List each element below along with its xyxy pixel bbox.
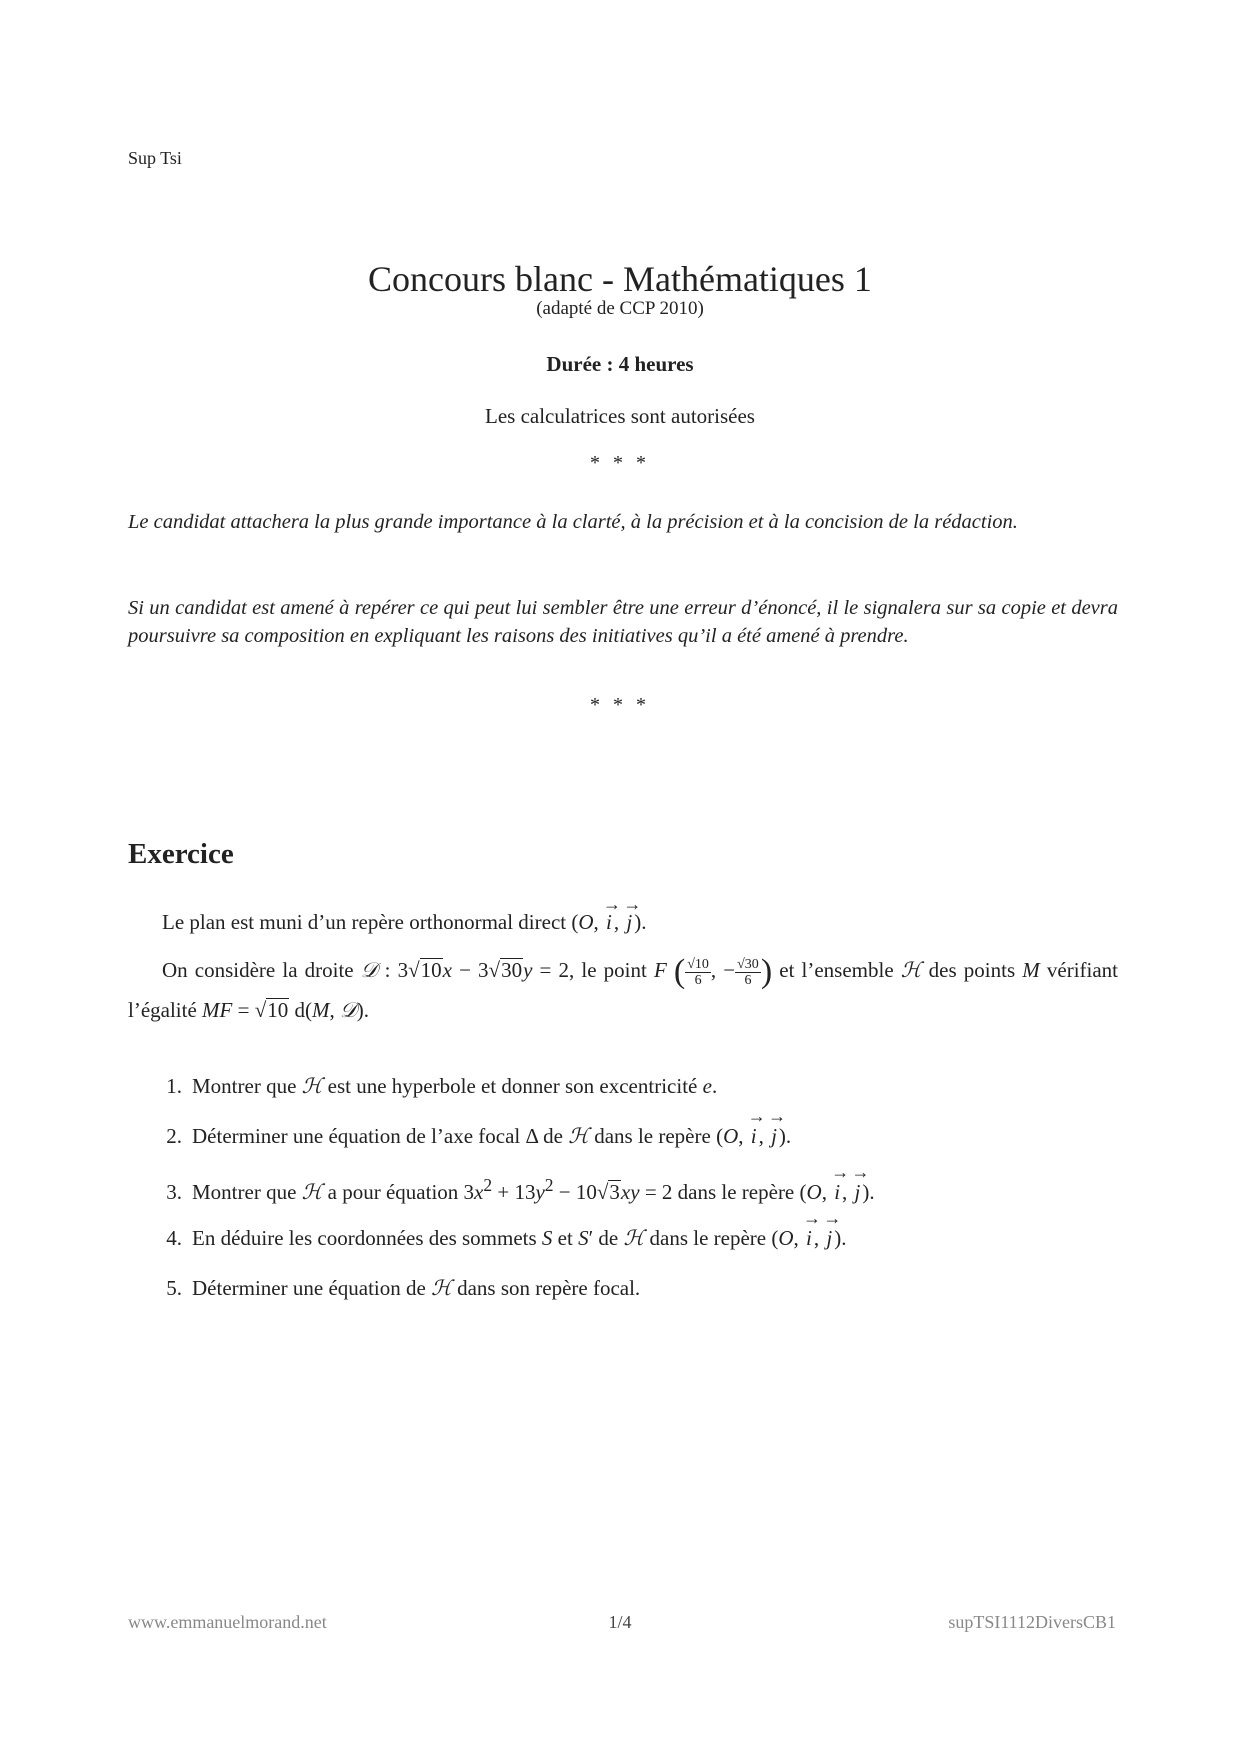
statement-text-2e: vérifiant l’égalité — [128, 958, 1119, 1022]
question-1: 1. Montrer que ℋ est une hyperbole et donner son excentricité e. — [166, 1074, 718, 1098]
frame-formula: (O, → i, → j). — [571, 910, 646, 934]
section-title: Exercice — [128, 838, 234, 870]
intro-paragraph-1: Le candidat attachera la plus grande importance à la clarté, à la précision et à la concision de la rédaction. — [128, 511, 1018, 533]
calculator-notice: Les calculatrices sont autorisées — [485, 404, 755, 428]
statement-text-2a: On considère la droite — [162, 958, 361, 982]
statement-text-2b: , le point — [569, 958, 654, 982]
question-5: 5. Déterminer une équation de ℋ dans son repère focal. — [166, 1276, 641, 1300]
footer-document-id: supTSI1112DiversCB1 — [948, 1612, 1116, 1632]
statement-text-2d: des points — [921, 958, 1023, 982]
statement-line-1 — [128, 907, 1152, 937]
statement-line-2 — [128, 950, 1118, 1030]
footer-website: www.emmanuelmorand.net — [128, 1612, 327, 1632]
intro-paragraph-2: Si un candidat est amené à repérer ce qui peut lui sembler être une erreur d’énoncé, il le signalera sur sa copie et devra poursuivre sa composition en expliquant les raisons des initiatives qu’il a été amené à prendre. — [128, 597, 1118, 647]
separator-top: * * * — [590, 452, 650, 474]
equality-formula: MF = √10 d(M, 𝒟). — [202, 998, 370, 1022]
exam-duration: Durée : 4 heures — [546, 352, 694, 376]
statement-text-2c: et l’ensemble — [772, 958, 901, 982]
question-3: 3. Montrer que ℋ a pour équation $3x^2 + 13y^2 - 10√3xy = 2$ dans le repère (O, → i, → j). — [152, 1175, 1112, 1205]
question-4: 4. En déduire les coordonnées des sommets S et S′ de ℋ dans le repère (O, → i, → j). — [152, 1226, 1112, 1251]
class-label: Sup Tsi — [128, 148, 182, 168]
statement-text-1: Le plan est muni d’un repère orthonormal direct — [162, 910, 572, 934]
page-title: Concours blanc - Mathématiques 1 — [368, 259, 872, 299]
page-subtitle: (adapté de CCP 2010) — [536, 298, 704, 319]
separator-bottom: * * * — [590, 694, 650, 716]
question-2: 2. Déterminer une équation de l’axe focal Δ de ℋ dans le repère (O, → i, → j). — [152, 1124, 1112, 1149]
point-f-formula: F ( $\frac{√10}{6}$ , − $\frac{√30}{6}$ ) — [653, 953, 773, 991]
set-h-symbol: ℋ — [900, 958, 922, 982]
line-d-formula: 𝒟 : 3√10x − 3√30y = 2 — [360, 958, 569, 982]
point-m-symbol: M — [1022, 958, 1040, 982]
footer-page-number: 1/4 — [608, 1612, 632, 1632]
